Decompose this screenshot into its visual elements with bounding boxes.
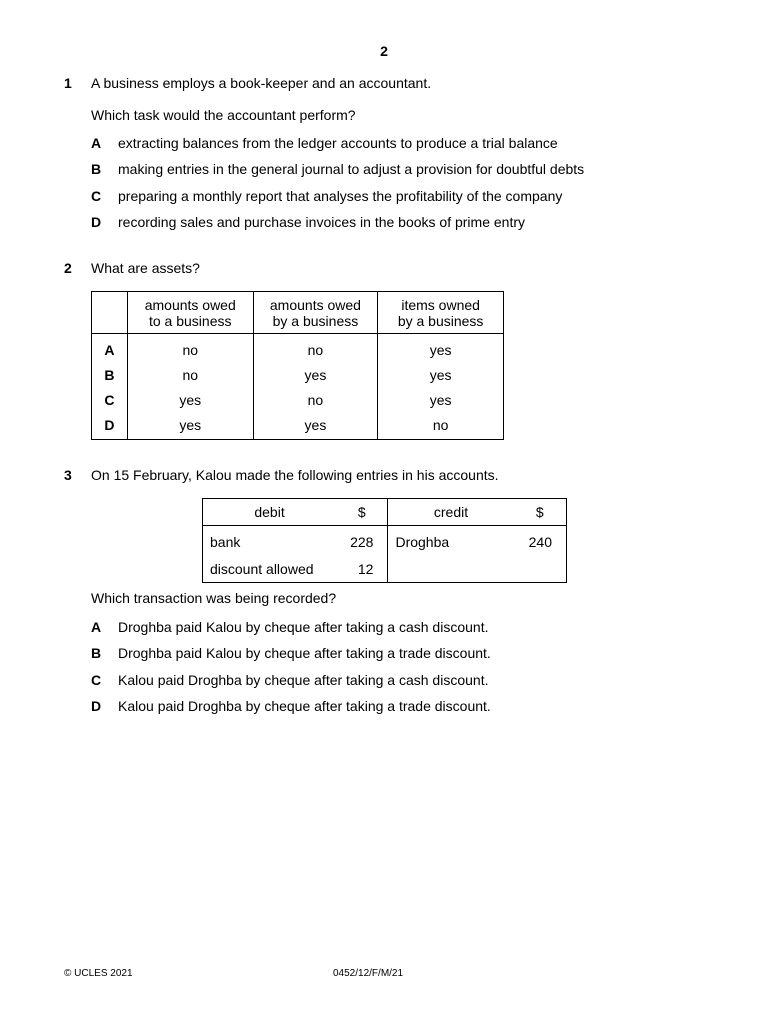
header-amounts-owed-by: amounts owed by a business xyxy=(253,292,378,334)
assets-options-table xyxy=(91,291,504,440)
table-cell: yes xyxy=(378,387,504,412)
question-2-prompt: What are assets? xyxy=(91,260,200,276)
question-3-option-c-letter: C xyxy=(91,672,102,688)
question-3-option-a-letter: A xyxy=(91,619,102,635)
table-cell: yes xyxy=(127,387,253,412)
question-3-option-b-text: Droghba paid Kalou by cheque after taking a trade discount. xyxy=(118,645,491,661)
header-amounts-owed-to: amounts owed to a business xyxy=(127,292,253,334)
credit-amount xyxy=(514,555,567,583)
question-1-number: 1 xyxy=(64,75,72,91)
row-letter: C xyxy=(92,387,128,412)
row-letter: A xyxy=(92,334,128,363)
question-3-option-c-text: Kalou paid Droghba by cheque after taking a cash discount. xyxy=(118,672,489,688)
question-1-option-b-letter: B xyxy=(91,161,102,177)
debit-amount: 228 xyxy=(336,526,388,556)
debit-currency-header: $ xyxy=(336,499,388,526)
debit-item: discount allowed xyxy=(210,560,314,577)
footer-paper-code: 0452/12/F/M/21 xyxy=(333,968,404,979)
table-row xyxy=(92,412,504,440)
question-2-number: 2 xyxy=(64,260,72,276)
table-row xyxy=(203,526,567,556)
question-1-stem: A business employs a book-keeper and an accountant. xyxy=(91,75,432,91)
table-cell: no xyxy=(253,334,378,363)
question-1-option-d-text: recording sales and purchase invoices in the books of prime entry xyxy=(118,214,525,230)
debit-amount: 12 xyxy=(336,555,388,583)
question-3-prompt: Which transaction was being recorded? xyxy=(91,590,337,606)
table-cell: yes xyxy=(253,412,378,440)
header-empty-cell xyxy=(92,292,128,334)
question-1-option-a-text: extracting balances from the ledger accounts to produce a trial balance xyxy=(118,135,558,151)
table-row xyxy=(92,334,504,363)
question-1-prompt: Which task would the accountant perform? xyxy=(91,107,356,123)
credit-item xyxy=(388,555,514,583)
table-header-row xyxy=(92,292,504,334)
row-letter: B xyxy=(92,362,128,387)
table-cell: yes xyxy=(253,362,378,387)
page-number: 2 xyxy=(380,43,388,59)
credit-header: credit xyxy=(388,499,514,526)
table-row xyxy=(203,555,567,583)
table-cell: yes xyxy=(378,334,504,363)
debit-header: debit xyxy=(203,499,337,526)
question-3-number: 3 xyxy=(64,467,72,483)
question-1-option-d-letter: D xyxy=(91,214,102,230)
table-cell: no xyxy=(253,387,378,412)
table-cell: no xyxy=(127,362,253,387)
question-3-option-d-text: Kalou paid Droghba by cheque after taking a trade discount. xyxy=(118,698,491,714)
table-cell: no xyxy=(127,334,253,363)
question-3-option-d-letter: D xyxy=(91,698,102,714)
question-1-option-c-letter: C xyxy=(91,188,102,204)
question-1-option-a-letter: A xyxy=(91,135,102,151)
credit-currency-header: $ xyxy=(514,499,567,526)
footer-copyright: © UCLES 2021 xyxy=(64,968,133,979)
header-items-owned: items owned by a business xyxy=(378,292,504,334)
debit-item: bank xyxy=(210,533,241,550)
credit-amount: 240 xyxy=(528,533,552,550)
question-1-option-b-text: making entries in the general journal to adjust a provision for doubtful debts xyxy=(118,161,585,177)
question-3-option-b-letter: B xyxy=(91,645,102,661)
question-1-option-c-text: preparing a monthly report that analyses the profitability of the company xyxy=(118,188,563,204)
table-cell: yes xyxy=(127,412,253,440)
table-row xyxy=(92,387,504,412)
credit-item: Droghba xyxy=(395,533,450,550)
question-3-option-a-text: Droghba paid Kalou by cheque after taking a cash discount. xyxy=(118,619,489,635)
journal-entries-table xyxy=(202,498,567,583)
table-cell: no xyxy=(378,412,504,440)
table-cell: yes xyxy=(378,362,504,387)
table-row xyxy=(92,362,504,387)
question-3-stem: On 15 February, Kalou made the following entries in his accounts. xyxy=(91,467,499,483)
row-letter: D xyxy=(92,412,128,440)
table-header-row xyxy=(203,499,567,526)
